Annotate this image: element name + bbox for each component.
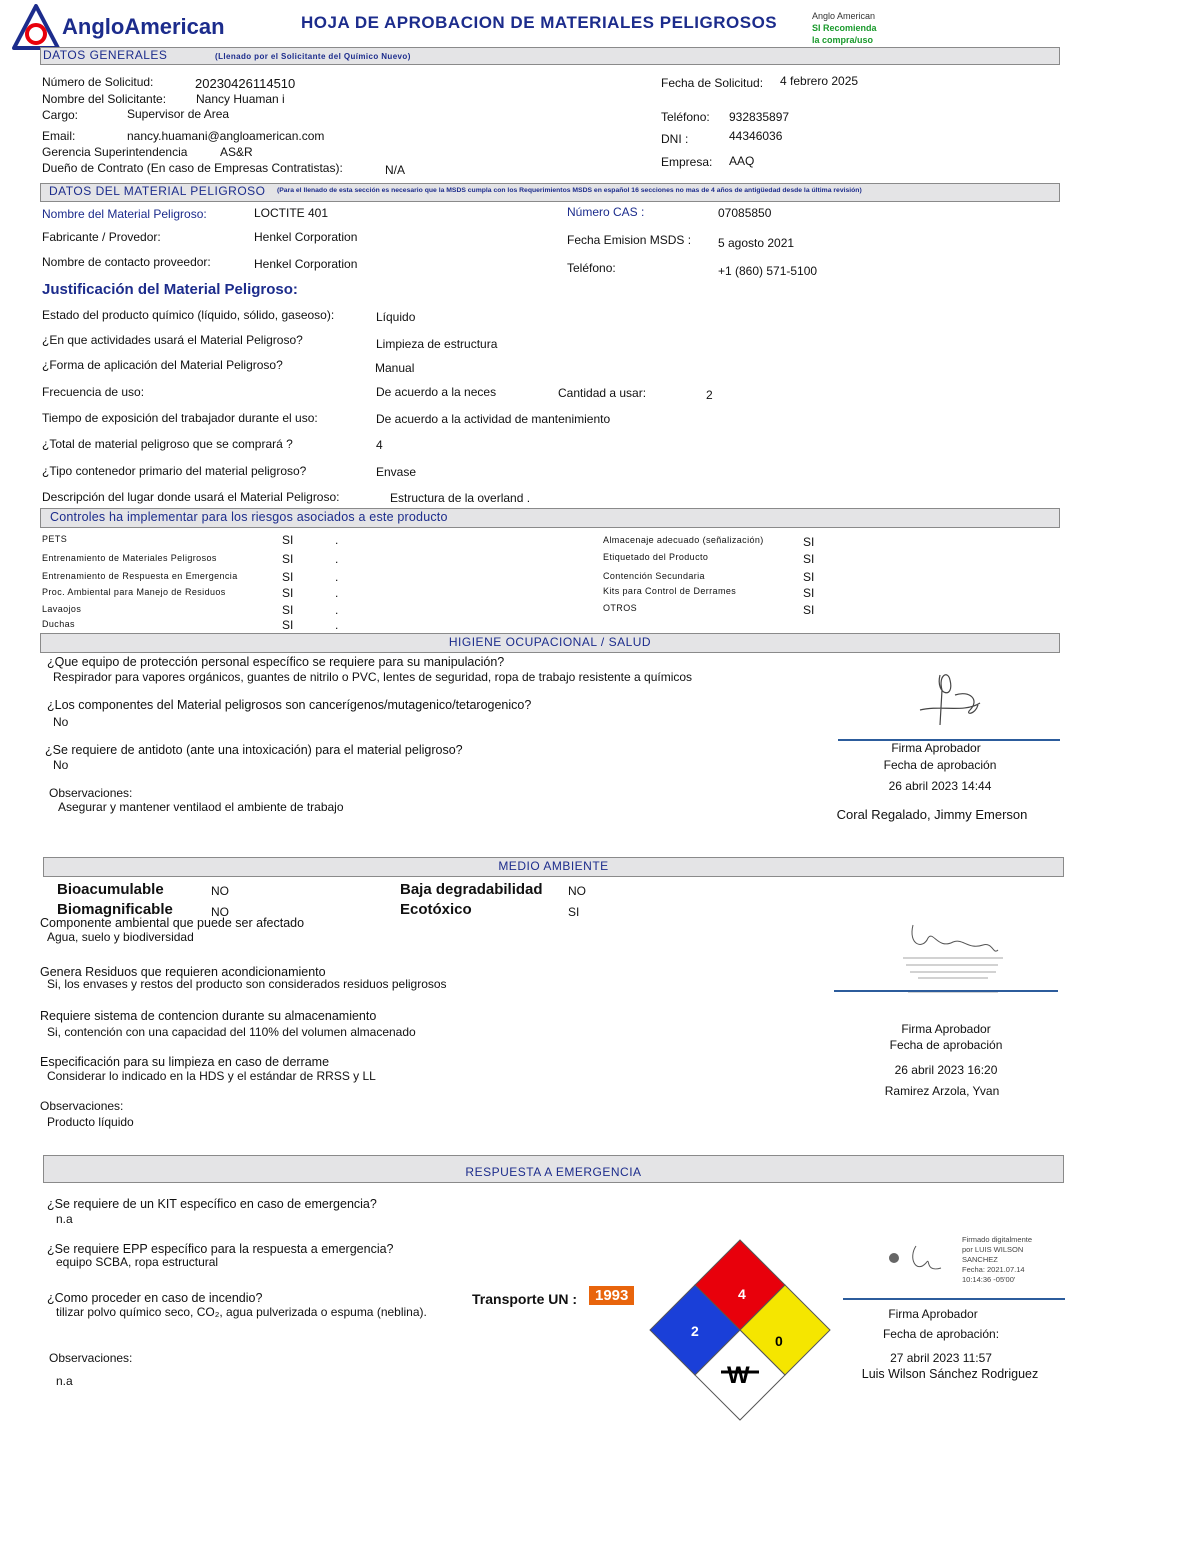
container-label: ¿Tipo contenedor primario del material peligroso?: [42, 464, 307, 478]
environment-obs-value: Producto líquido: [47, 1115, 134, 1129]
stamp-text: Fecha: 2021.07.14: [962, 1265, 1025, 1274]
stamp-line3: la compra/uso: [812, 35, 874, 45]
emergency-a3: tilizar polvo químico seco, CO₂, agua pulverizada o espuma (neblina).: [56, 1305, 427, 1319]
nfpa-reactivity-value: 0: [775, 1333, 783, 1349]
environment-a2: Si, los envases y restos del producto son considerados residuos peligrosos: [47, 977, 447, 991]
contact-label: Nombre de contacto proveedor:: [42, 255, 211, 269]
bioaccumulable-value: NO: [211, 884, 229, 898]
brand-name: AngloAmerican: [62, 14, 225, 39]
control-dot: .: [335, 586, 339, 600]
control-label: Entrenamiento de Materiales Peligrosos: [42, 553, 217, 563]
application-value: Manual: [375, 361, 415, 375]
contact-value: Henkel Corporation: [254, 257, 358, 271]
requester-value: Nancy Huaman i: [196, 92, 285, 106]
email-label: Email:: [42, 129, 76, 143]
requester-label: Nombre del Solicitante:: [42, 92, 167, 106]
supplier-phone-value: +1 (860) 571-5100: [718, 264, 818, 278]
hygiene-a2: No: [53, 715, 69, 729]
emergency-obs-label: Observaciones:: [49, 1351, 133, 1365]
biomagnifiable-label: Biomagnificable: [57, 901, 173, 918]
date-value: 4 febrero 2025: [780, 74, 859, 88]
stamp-text: por LUIS WILSON: [962, 1245, 1024, 1254]
material-name-label: Nombre del Material Peligroso:: [42, 207, 207, 221]
owner-value: N/A: [385, 163, 406, 177]
hygiene-sign-label: Firma Aprobador: [891, 741, 981, 755]
environment-q3: Requiere sistema de contencion durante su almacenamiento: [40, 1009, 377, 1023]
nfpa-health-value: 2: [691, 1323, 699, 1339]
control-label: Contención Secundaria: [603, 571, 705, 581]
control-value: SI: [803, 552, 815, 566]
request-value: 20230426114510: [195, 76, 296, 91]
signature-1-image: [910, 665, 990, 735]
nfpa-fire-value: 4: [738, 1286, 746, 1302]
environment-q1: Componente ambiental que puede ser afectado: [40, 916, 305, 930]
material-section-title: DATOS DEL MATERIAL PELIGROSO: [49, 184, 266, 198]
state-value: Líquido: [376, 310, 416, 324]
environment-a4: Considerar lo indicado en la HDS y el estándar de RRSS y LL: [47, 1069, 376, 1083]
maker-value: Henkel Corporation: [254, 230, 358, 244]
hygiene-date-label: Fecha de aprobación: [883, 758, 997, 772]
un-number-badge: 1993: [589, 1286, 634, 1305]
stamp-text: Firmado digitalmente: [962, 1235, 1033, 1244]
control-label: Lavaojos: [42, 604, 82, 614]
hygiene-date-value: 26 abril 2023 14:44: [888, 779, 992, 793]
role-value: Supervisor de Area: [127, 107, 230, 121]
company-label: Empresa:: [661, 155, 713, 169]
control-value: SI: [282, 552, 294, 566]
hygiene-q2: ¿Los componentes del Material peligrosos son cancerígenos/mutagenico/tetarogenico?: [47, 698, 532, 712]
environment-date-value: 26 abril 2023 16:20: [894, 1063, 998, 1077]
environment-approver: Ramirez Arzola, Yvan: [884, 1084, 1000, 1098]
owner-label: Dueño de Contrato (En caso de Empresas Contratistas):: [42, 161, 343, 175]
control-value: SI: [282, 603, 294, 617]
page-title: HOJA DE APROBACION DE MATERIALES PELIGROSOS: [301, 13, 778, 32]
transport-label: Transporte UN :: [472, 1291, 578, 1307]
control-dot: .: [335, 552, 339, 566]
digital-signature-stamp: [962, 1235, 1032, 1285]
hygiene-obs-label: Observaciones:: [49, 786, 133, 800]
control-label: Entrenamiento de Respuesta en Emergencia: [42, 571, 238, 581]
exposure-label: Tiempo de exposición del trabajador durante el uso:: [42, 411, 318, 425]
emergency-q3: ¿Como proceder en caso de incendio?: [47, 1291, 263, 1305]
ecotoxic-value: SI: [568, 905, 580, 919]
cas-value: 07085850: [718, 206, 772, 220]
anglo-logo-icon: [12, 4, 60, 50]
general-section-bar: [40, 47, 1060, 65]
control-value: SI: [803, 586, 815, 600]
stamp-line2: SI Recomienda: [812, 23, 877, 33]
date-label: Fecha de Solicitud:: [661, 76, 764, 90]
control-label: PETS: [42, 534, 68, 544]
stamp-text: 10:14:36 -05'00': [962, 1275, 1016, 1284]
bioaccumulable-label: Bioacumulable: [57, 881, 164, 898]
general-section-note: (Llenado por el Solicitante del Químico Nuevo): [215, 52, 411, 61]
cas-label: Número CAS :: [567, 205, 645, 219]
emergency-date-value: 27 abril 2023 11:57: [890, 1351, 992, 1365]
dni-value: 44346036: [729, 129, 783, 143]
container-value: Envase: [376, 465, 417, 479]
control-label: Etiquetado del Producto: [603, 552, 709, 562]
controls-section-title: Controles ha implementar para los riesgos asociados a este producto: [50, 510, 448, 524]
control-value: SI: [282, 533, 294, 547]
emergency-a1: n.a: [56, 1212, 73, 1226]
brand-logo: [12, 4, 60, 53]
role-label: Cargo:: [42, 108, 79, 122]
signature-2-image: [898, 920, 1008, 995]
control-label: Almacenaje adecuado (señalización): [603, 535, 764, 545]
maker-label: Fabricante / Provedor:: [42, 230, 161, 244]
activities-value: Limpieza de estructura: [376, 337, 498, 351]
material-name-value: LOCTITE 401: [254, 206, 329, 220]
emergency-q1: ¿Se requiere de un KIT específico en caso de emergencia?: [47, 1197, 377, 1211]
environment-date-label: Fecha de aprobación: [889, 1038, 1003, 1052]
emergency-a2: equipo SCBA, ropa estructural: [56, 1255, 219, 1269]
environment-a3: Si, contención con una capacidad del 110% del volumen almacenado: [47, 1025, 416, 1039]
supplier-phone-label: Teléfono:: [567, 261, 616, 275]
hygiene-obs-value: Asegurar y mantener ventilaod el ambiente de trabajo: [58, 800, 344, 814]
msds-label: Fecha Emision MSDS :: [567, 233, 692, 247]
quantity-label: Cantidad a usar:: [558, 386, 647, 400]
hygiene-a3: No: [53, 758, 69, 772]
phone-label: Teléfono:: [661, 110, 710, 124]
emergency-q2: ¿Se requiere EPP específico para la respuesta a emergencia?: [47, 1242, 394, 1256]
frequency-label: Frecuencia de uso:: [42, 385, 145, 399]
environment-obs-label: Observaciones:: [40, 1099, 124, 1113]
environment-q2: Genera Residuos que requieren acondicionamiento: [40, 965, 326, 979]
control-dot: .: [335, 570, 339, 584]
frequency-value: De acuerdo a la neces: [376, 385, 497, 399]
stamp-line1: Anglo American: [812, 11, 876, 21]
emergency-obs-value: n.a: [56, 1374, 73, 1388]
hygiene-approver: Coral Regalado, Jimmy Emerson: [836, 807, 1028, 822]
justification-heading: Justificación del Material Peligroso:: [42, 281, 298, 298]
management-label: Gerencia Superintendencia: [42, 145, 188, 159]
nfpa-diamond: [648, 1238, 832, 1422]
place-label: Descripción del lugar donde usará el Material Peligroso:: [42, 490, 340, 504]
exposure-value: De acuerdo a la actividad de mantenimiento: [376, 412, 611, 426]
biomagnifiable-value: NO: [211, 905, 229, 919]
quantity-value: 2: [706, 388, 713, 402]
control-dot: .: [335, 618, 339, 632]
hygiene-section-title: HIGIENE OCUPACIONAL / SALUD: [448, 635, 652, 649]
general-section-title: DATOS GENERALES: [43, 48, 168, 62]
email-value: nancy.huamani@angloamerican.com: [127, 129, 325, 143]
control-value: SI: [803, 570, 815, 584]
material-section-note: (Para el llenado de esta sección es necesario que la MSDS cumpla con los Requerimientos MSDS en español 16 secciones no mas de 4 años de antigüedad desde la última revisión): [277, 187, 862, 194]
control-dot: .: [335, 533, 339, 547]
control-dot: .: [335, 603, 339, 617]
control-label: OTROS: [603, 603, 638, 613]
environment-sign-label: Firma Aprobador: [901, 1022, 991, 1036]
environment-q4: Especificación para su limpieza en caso de derrame: [40, 1055, 330, 1069]
msds-value: 5 agosto 2021: [718, 236, 795, 250]
emergency-section-title: RESPUESTA A EMERGENCIA: [465, 1165, 642, 1179]
control-value: SI: [803, 603, 815, 617]
control-value: SI: [282, 618, 294, 632]
dni-label: DNI :: [661, 132, 689, 146]
emergency-date-label: Fecha de aprobación:: [882, 1327, 1000, 1341]
request-label: Número de Solicitud:: [42, 75, 154, 89]
stamp-text: SANCHEZ: [962, 1255, 998, 1264]
emergency-approver: Luis Wilson Sánchez Rodriguez: [861, 1367, 1039, 1381]
control-value: SI: [803, 535, 815, 549]
hygiene-q3: ¿Se requiere de antidoto (ante una intoxicación) para el material peligroso?: [45, 743, 463, 757]
environment-a1: Agua, suelo y biodiversidad: [47, 930, 194, 944]
state-label: Estado del producto químico (líquido, sólido, gaseoso):: [42, 308, 335, 322]
control-value: SI: [282, 570, 294, 584]
activities-label: ¿En que actividades usará el Material Peligroso?: [42, 333, 303, 347]
environment-section-title: MEDIO AMBIENTE: [498, 859, 609, 873]
hygiene-a1: Respirador para vapores orgánicos, guantes de nitrilo o PVC, lentes de seguridad, ropa de trabajo resistente a químicos: [53, 670, 693, 684]
signature-3-line: [843, 1298, 1065, 1300]
control-label: Proc. Ambiental para Manejo de Residuos: [42, 587, 226, 597]
application-label: ¿Forma de aplicación del Material Peligroso?: [42, 358, 283, 372]
control-label: Kits para Control de Derrames: [603, 586, 737, 596]
total-value: 4: [376, 438, 383, 452]
phone-value: 932835897: [729, 110, 790, 124]
degradability-value: NO: [568, 884, 586, 898]
ecotoxic-label: Ecotóxico: [400, 901, 472, 918]
signature-3-image: [886, 1238, 946, 1288]
company-value: AAQ: [729, 154, 755, 168]
place-value: Estructura de la overland .: [390, 491, 531, 505]
signature-2-line: [834, 990, 1058, 992]
control-value: SI: [282, 586, 294, 600]
nfpa-special-value: W: [727, 1362, 750, 1389]
emergency-sign-label: Firma Aprobador: [888, 1307, 978, 1321]
management-value: AS&R: [220, 145, 253, 159]
total-label: ¿Total de material peligroso que se comprará ?: [42, 437, 293, 451]
degradability-label: Baja degradabilidad: [400, 881, 543, 898]
control-label: Duchas: [42, 619, 75, 629]
hygiene-q1: ¿Que equipo de protección personal específico se requiere para su manipulación?: [47, 655, 505, 669]
